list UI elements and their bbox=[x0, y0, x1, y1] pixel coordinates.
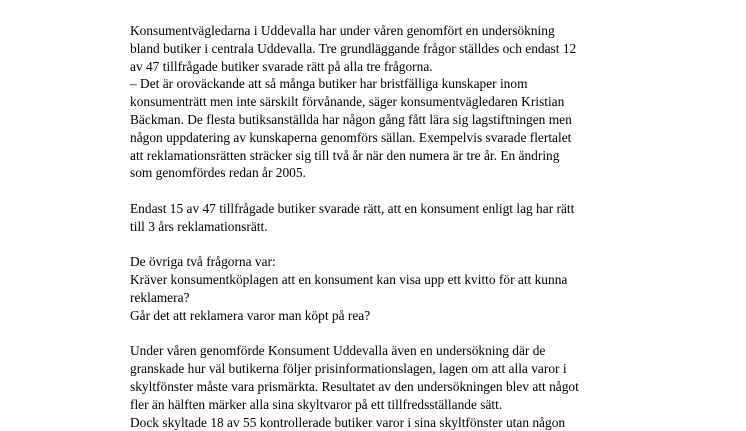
paragraph-spacer bbox=[130, 325, 730, 343]
paragraph-survey-intro bbox=[130, 22, 730, 182]
text-line: Konsumentvägledarna i Uddevalla har under våren genomfört en undersökning bbox=[130, 23, 555, 38]
text-line: konsumenträtt men inte särskilt förvånande, säger konsumentvägledaren Kristian bbox=[130, 94, 565, 110]
text-line: De övriga två frågorna var: bbox=[130, 254, 276, 270]
text-line: Under våren genomförde Konsument Uddevalla även en undersökning där de bbox=[130, 343, 546, 359]
text-line: skyltfönster måste vara prismärkta. Resultatet av den undersökningen blev att något bbox=[130, 378, 579, 394]
text-line: Dock skyltade 18 av 55 kontrollerade butiker varor i sina skyltfönster utan någon bbox=[130, 414, 566, 430]
paragraph-result bbox=[130, 200, 730, 236]
paragraph-spacer bbox=[130, 182, 730, 200]
text-line: av 47 tillfrågade butiker svarade rätt på alla tre frågorna. bbox=[130, 58, 433, 74]
text-line: reklamera? bbox=[130, 289, 190, 305]
text-line: som genomfördes redan år 2005. bbox=[130, 165, 306, 181]
text-line: granskade hur väl butikerna följer prisinformationslagen, lagen om att alla varor i bbox=[130, 361, 567, 377]
text-line: fler än hälften märker alla sina skyltvaror på ett tillfredsställande sätt. bbox=[130, 396, 503, 412]
text-line: Går det att reklamera varor man köpt på rea? bbox=[130, 307, 371, 323]
paragraph-other-questions bbox=[130, 253, 730, 324]
text-line: – Det är oroväckande att så många butiker har bristfälliga kunskaper inom bbox=[130, 76, 528, 92]
document-body bbox=[130, 22, 730, 431]
text-line: Endast 15 av 47 tillfrågade butiker svarade rätt, att en konsument enligt lag har rätt bbox=[130, 200, 575, 216]
text-line: till 3 års reklamationsrätt. bbox=[130, 218, 268, 234]
text-line: att reklamationsrätten sträcker sig till två år när den numera är tre år. En ändring bbox=[130, 147, 560, 163]
text-line: bland butiker i centrala Uddevalla. Tre grundläggande frågor ställdes och endast 12 bbox=[130, 40, 577, 56]
paragraph-spacer bbox=[130, 236, 730, 254]
text-line: någon uppdatering av kunskaperna genomförs sällan. Exempelvis svarade flertalet bbox=[130, 129, 572, 145]
text-line: Bäckman. De flesta butiksanställda har någon gång fått lära sig lagstiftningen men bbox=[130, 111, 572, 127]
text-line: Kräver konsumentköplagen att en konsument kan visa upp ett kvitto för att kunna bbox=[130, 272, 568, 288]
paragraph-price-survey bbox=[130, 342, 730, 431]
